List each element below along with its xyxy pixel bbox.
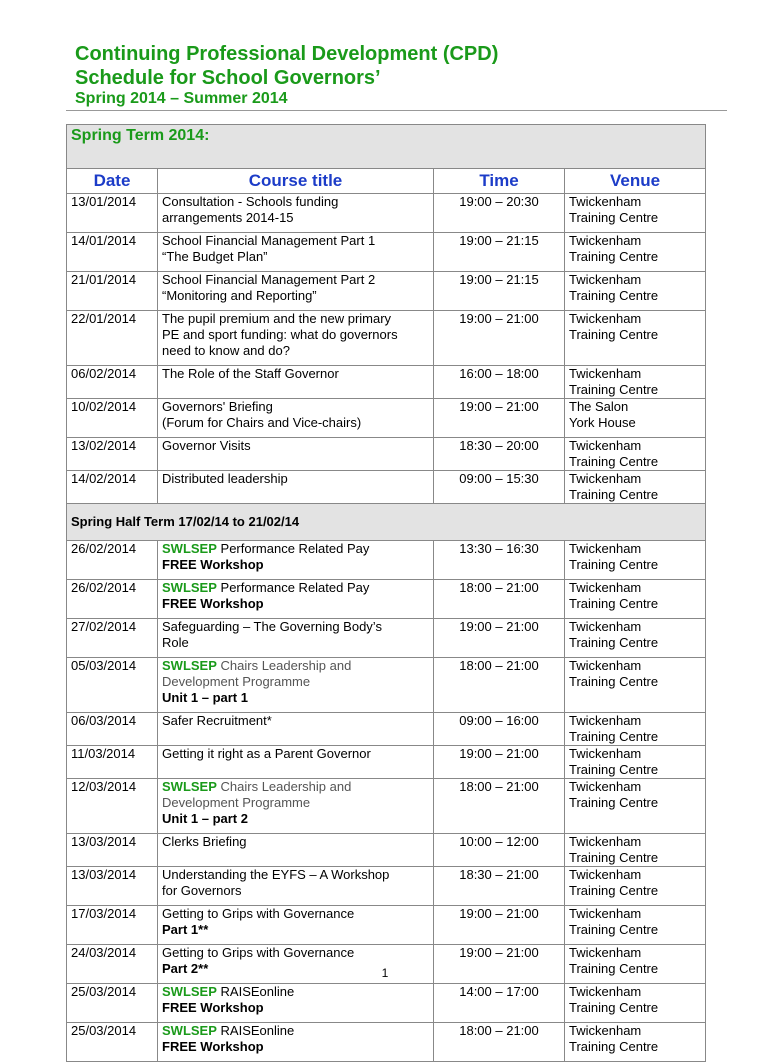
course-line: “The Budget Plan” (162, 249, 268, 264)
venue-line: Twickenham (569, 366, 642, 381)
course-line: arrangements 2014-15 (162, 210, 294, 225)
venue-line: Training Centre (569, 382, 659, 397)
course-provider-label: SWLSEP (162, 541, 217, 556)
course-line: for Governors (162, 883, 242, 898)
course-line: FREE Workshop (162, 596, 264, 611)
cell-time: 19:00 – 21:00 (434, 746, 565, 779)
cell-date: 05/03/2014 (67, 658, 158, 713)
cell-date: 24/03/2014 (67, 945, 158, 984)
half-term-heading: Spring Half Term 17/02/14 to 21/02/14 (67, 504, 706, 541)
course-line: Role (162, 635, 189, 650)
venue-line: Training Centre (569, 557, 659, 572)
cell-time: 18:00 – 21:00 (434, 1023, 565, 1062)
venue-line: Training Centre (569, 327, 659, 342)
course-line: Unit 1 – part 2 (162, 811, 248, 826)
course-line: Part 2** (162, 961, 209, 976)
cell-time: 10:00 – 12:00 (434, 834, 565, 867)
cell-time: 19:00 – 21:15 (434, 233, 565, 272)
cell-course-title (158, 867, 434, 906)
venue-line: Twickenham (569, 311, 642, 326)
course-provider-label: SWLSEP (162, 1023, 217, 1038)
cell-time: 19:00 – 20:30 (434, 194, 565, 233)
course-line: Part 1** (162, 922, 209, 937)
cell-time: 16:00 – 18:00 (434, 366, 565, 399)
venue-line: Twickenham (569, 658, 642, 673)
table-row (67, 541, 706, 580)
course-line: Getting to Grips with Governance (162, 906, 355, 921)
venue-line: Training Centre (569, 249, 659, 264)
cell-venue (565, 834, 706, 867)
table-row (67, 906, 706, 945)
course-line: School Financial Management Part 1 (162, 233, 376, 248)
page-number: 1 (381, 966, 389, 980)
cell-time: 19:00 – 21:00 (434, 619, 565, 658)
cell-course-title (158, 471, 434, 504)
course-line: Distributed leadership (162, 471, 288, 486)
cell-date: 27/02/2014 (67, 619, 158, 658)
venue-line: Twickenham (569, 713, 642, 728)
cell-course-title (158, 984, 434, 1023)
cell-course-title (158, 438, 434, 471)
venue-line: Twickenham (569, 438, 642, 453)
cell-course-title (158, 658, 434, 713)
cell-venue (565, 658, 706, 713)
course-line: The Role of the Staff Governor (162, 366, 339, 381)
column-header-venue: Venue (565, 169, 706, 194)
cell-venue (565, 311, 706, 366)
cell-time: 19:00 – 21:00 (434, 311, 565, 366)
course-provider-label: SWLSEP (162, 658, 217, 673)
cell-course-title (158, 194, 434, 233)
venue-line: Training Centre (569, 596, 659, 611)
venue-line: Twickenham (569, 619, 642, 634)
cell-venue (565, 1023, 706, 1062)
venue-line: Training Centre (569, 487, 659, 502)
cell-time: 18:00 – 21:00 (434, 658, 565, 713)
table-row (67, 746, 706, 779)
course-line: FREE Workshop (162, 557, 264, 572)
course-line: Getting to Grips with Governance (162, 945, 355, 960)
table-row (67, 984, 706, 1023)
cell-time: 18:00 – 21:00 (434, 580, 565, 619)
venue-line: Training Centre (569, 674, 659, 689)
course-line: Clerks Briefing (162, 834, 247, 849)
course-line: School Financial Management Part 2 (162, 272, 376, 287)
venue-line: Training Centre (569, 762, 659, 777)
table-row (67, 471, 706, 504)
cell-venue (565, 438, 706, 471)
cell-time: 13:30 – 16:30 (434, 541, 565, 580)
course-line: Governors' Briefing (162, 399, 273, 414)
cell-time: 18:30 – 20:00 (434, 438, 565, 471)
cell-date: 26/02/2014 (67, 580, 158, 619)
cell-time: 19:00 – 21:00 (434, 906, 565, 945)
column-header-course: Course title (158, 169, 434, 194)
venue-line: Twickenham (569, 945, 642, 960)
table-row (67, 311, 706, 366)
table-row (67, 658, 706, 713)
cell-course-title (158, 834, 434, 867)
cell-course-title (158, 366, 434, 399)
table-row (67, 580, 706, 619)
cell-date: 13/01/2014 (67, 194, 158, 233)
cell-course-title (158, 272, 434, 311)
venue-line: Twickenham (569, 580, 642, 595)
cell-date: 25/03/2014 (67, 984, 158, 1023)
cell-time: 18:00 – 21:00 (434, 779, 565, 834)
course-line: Unit 1 – part 1 (162, 690, 248, 705)
cell-time: 18:30 – 21:00 (434, 867, 565, 906)
venue-line: Training Centre (569, 795, 659, 810)
cell-venue (565, 984, 706, 1023)
course-line: (Forum for Chairs and Vice-chairs) (162, 415, 362, 430)
table-row (67, 779, 706, 834)
column-header-time: Time (434, 169, 565, 194)
table-row (67, 438, 706, 471)
course-line: Safer Recruitment* (162, 713, 272, 728)
cell-date: 22/01/2014 (67, 311, 158, 366)
cell-date: 11/03/2014 (67, 746, 158, 779)
venue-line: Twickenham (569, 233, 642, 248)
course-line: Development Programme (162, 674, 311, 689)
cell-date: 06/02/2014 (67, 366, 158, 399)
course-line: Performance Related Pay (216, 541, 370, 556)
table-row (67, 1023, 706, 1062)
table-row (67, 713, 706, 746)
course-line: RAISEonline (216, 984, 295, 999)
cell-time: 09:00 – 16:00 (434, 713, 565, 746)
venue-line: Twickenham (569, 746, 642, 761)
course-line: FREE Workshop (162, 1000, 264, 1015)
table-row (67, 366, 706, 399)
venue-line: Training Centre (569, 961, 659, 976)
table-row (67, 233, 706, 272)
venue-line: Twickenham (569, 1023, 642, 1038)
venue-line: Training Centre (569, 850, 659, 865)
venue-line: Twickenham (569, 834, 642, 849)
course-line: Performance Related Pay (216, 580, 370, 595)
venue-line: Training Centre (569, 729, 659, 744)
column-header-date: Date (67, 169, 158, 194)
venue-line: Training Centre (569, 883, 659, 898)
course-line: Development Programme (162, 795, 311, 810)
cell-course-title (158, 541, 434, 580)
course-line: Consultation - Schools funding (162, 194, 339, 209)
venue-line: Training Centre (569, 1000, 659, 1015)
cell-time: 19:00 – 21:15 (434, 272, 565, 311)
course-provider-label: SWLSEP (162, 984, 217, 999)
course-line: Safeguarding – The Governing Body’s (162, 619, 382, 634)
schedule-table (66, 124, 706, 1062)
cell-date: 14/01/2014 (67, 233, 158, 272)
cell-course-title (158, 619, 434, 658)
cell-course-title (158, 713, 434, 746)
cell-date: 26/02/2014 (67, 541, 158, 580)
course-provider-label: SWLSEP (162, 779, 217, 794)
cell-date: 13/03/2014 (67, 867, 158, 906)
venue-line: Twickenham (569, 194, 642, 209)
cell-time: 19:00 – 21:00 (434, 945, 565, 984)
cell-venue (565, 541, 706, 580)
cell-time: 14:00 – 17:00 (434, 984, 565, 1023)
cell-venue (565, 366, 706, 399)
cell-venue (565, 399, 706, 438)
cell-venue (565, 906, 706, 945)
cell-course-title (158, 399, 434, 438)
venue-line: Training Centre (569, 1039, 659, 1054)
table-row (67, 272, 706, 311)
table-row (67, 619, 706, 658)
venue-line: Twickenham (569, 541, 642, 556)
half-term-row (67, 504, 706, 541)
course-line: Governor Visits (162, 438, 251, 453)
venue-line: York House (569, 415, 636, 430)
venue-line: Training Centre (569, 922, 659, 937)
course-line: PE and sport funding: what do governors (162, 327, 398, 342)
page-title (75, 42, 498, 90)
cell-venue (565, 867, 706, 906)
cell-date: 17/03/2014 (67, 906, 158, 945)
table-row (67, 194, 706, 233)
title-line-2: Schedule for School Governors’ (75, 67, 381, 89)
cell-venue (565, 471, 706, 504)
cell-date: 06/03/2014 (67, 713, 158, 746)
course-line: “Monitoring and Reporting” (162, 288, 317, 303)
title-divider (66, 110, 727, 111)
cell-course-title (158, 1023, 434, 1062)
cell-course-title (158, 906, 434, 945)
cell-time: 19:00 – 21:00 (434, 399, 565, 438)
venue-line: Twickenham (569, 867, 642, 882)
table-row (67, 834, 706, 867)
cell-venue (565, 580, 706, 619)
venue-line: Twickenham (569, 906, 642, 921)
cell-venue (565, 779, 706, 834)
cell-venue (565, 713, 706, 746)
cell-date: 21/01/2014 (67, 272, 158, 311)
course-line: FREE Workshop (162, 1039, 264, 1054)
venue-line: Training Centre (569, 454, 659, 469)
course-line: need to know and do? (162, 343, 290, 358)
table-row (67, 867, 706, 906)
venue-line: Training Centre (569, 210, 659, 225)
venue-line: Twickenham (569, 779, 642, 794)
title-line-1: Continuing Professional Development (CPD) (75, 43, 499, 65)
table-row (67, 399, 706, 438)
cell-venue (565, 746, 706, 779)
cell-course-title (158, 779, 434, 834)
venue-line: Twickenham (569, 471, 642, 486)
cell-date: 12/03/2014 (67, 779, 158, 834)
course-line: RAISEonline (216, 1023, 295, 1038)
course-line: Chairs Leadership and (216, 779, 352, 794)
cell-venue (565, 233, 706, 272)
course-line: Understanding the EYFS – A Workshop (162, 867, 390, 882)
course-line: The pupil premium and the new primary (162, 311, 392, 326)
cell-time: 09:00 – 15:30 (434, 471, 565, 504)
course-line: Getting it right as a Parent Governor (162, 746, 371, 761)
course-provider-label: SWLSEP (162, 580, 217, 595)
term-heading: Spring Term 2014: (67, 125, 706, 169)
cell-venue (565, 619, 706, 658)
venue-line: The Salon (569, 399, 629, 414)
cell-venue (565, 272, 706, 311)
cell-course-title (158, 746, 434, 779)
venue-line: Training Centre (569, 635, 659, 650)
column-header-row (67, 169, 706, 194)
cell-date: 10/02/2014 (67, 399, 158, 438)
cell-course-title (158, 233, 434, 272)
cell-date: 13/03/2014 (67, 834, 158, 867)
course-line: Chairs Leadership and (216, 658, 352, 673)
venue-line: Training Centre (569, 288, 659, 303)
cell-date: 25/03/2014 (67, 1023, 158, 1062)
cell-venue (565, 194, 706, 233)
cell-date: 13/02/2014 (67, 438, 158, 471)
page-subtitle: Spring 2014 – Summer 2014 (75, 90, 288, 107)
cell-course-title (158, 311, 434, 366)
term-heading-row (67, 125, 706, 169)
venue-line: Twickenham (569, 984, 642, 999)
venue-line: Twickenham (569, 272, 642, 287)
cell-date: 14/02/2014 (67, 471, 158, 504)
cell-course-title (158, 580, 434, 619)
